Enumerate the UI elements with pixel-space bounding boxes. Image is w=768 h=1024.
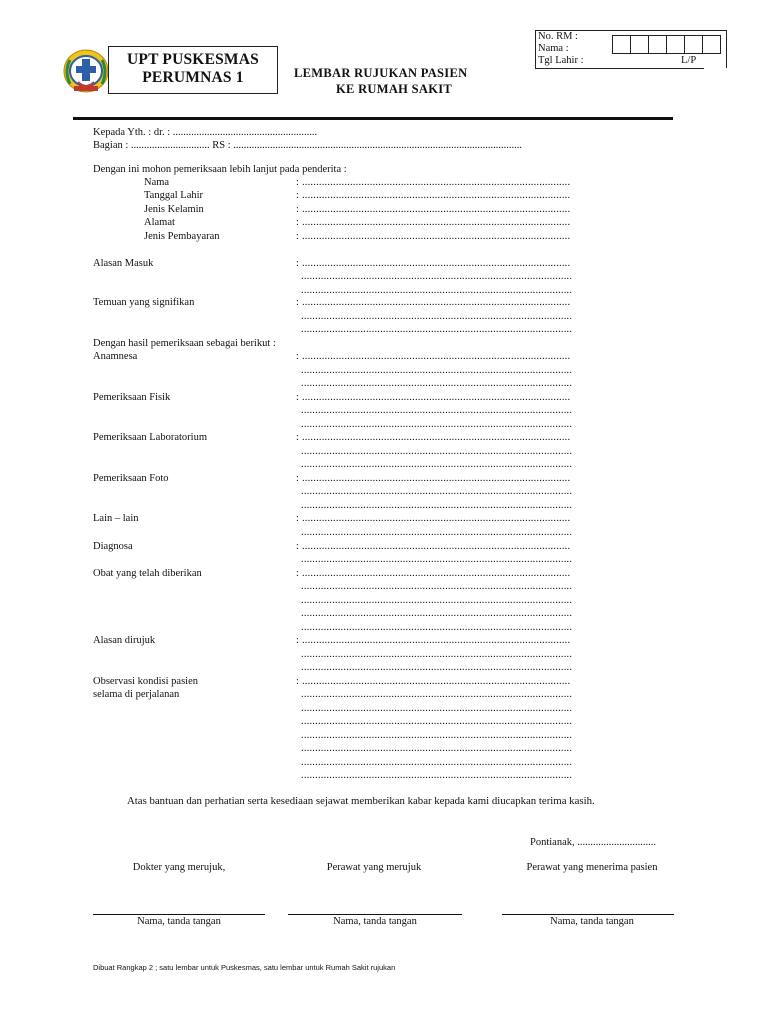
- diagnosa-line[interactable]: ................................................................................................: [301, 554, 573, 565]
- rm-underline: [535, 68, 704, 69]
- field-label-jenis-kelamin: Jenis Kelamin: [144, 204, 204, 215]
- examination-intro-text: Dengan hasil pemeriksaan sebagai berikut :: [93, 338, 276, 349]
- rm-number-cells[interactable]: [613, 35, 721, 54]
- form-title-line2: KE RUMAH SAKIT: [336, 82, 453, 96]
- signature-role-receiving-nurse: Perawat yang menerima pasien: [526, 862, 658, 873]
- rm-cell[interactable]: [666, 35, 685, 54]
- observasi-line[interactable]: ................................................................................................: [301, 730, 573, 741]
- rm-gender-label: L/P: [681, 55, 697, 66]
- field-label-jenis-pembayaran: Jenis Pembayaran: [144, 231, 220, 242]
- pemeriksaan-fisik-line[interactable]: : ...............................................................................................: [296, 392, 571, 403]
- observasi-line[interactable]: ................................................................................................: [301, 757, 573, 768]
- pemeriksaan-foto-line[interactable]: ................................................................................................: [301, 500, 573, 511]
- obat-line[interactable]: ................................................................................................: [301, 622, 573, 633]
- department-hospital-line[interactable]: Bagian : .............................. RS : ..............................................................................................................: [93, 140, 523, 151]
- recipient-doctor-line[interactable]: Kepada Yth. : dr. : .......................................................: [93, 127, 318, 138]
- temuan-line[interactable]: ................................................................................................: [301, 311, 573, 322]
- field-input-jenis-kelamin[interactable]: : ...............................................................................................: [296, 204, 571, 215]
- org-name-box: [108, 46, 278, 94]
- observasi-line[interactable]: ................................................................................................: [301, 703, 573, 714]
- org-name-line1: UPT PUSKESMAS: [127, 51, 259, 68]
- alasan-dirujuk-line[interactable]: ................................................................................................: [301, 662, 573, 673]
- alasan-dirujuk-line[interactable]: : ...............................................................................................: [296, 635, 571, 646]
- section-label-obat: Obat yang telah diberikan: [93, 568, 202, 579]
- section-label-lain-lain: Lain – lain: [93, 513, 139, 524]
- anamnesa-line[interactable]: ................................................................................................: [301, 378, 573, 389]
- section-label-pemeriksaan-fisik: Pemeriksaan Fisik: [93, 392, 171, 403]
- pemeriksaan-lab-line[interactable]: ................................................................................................: [301, 459, 573, 470]
- rm-name-label: Nama :: [538, 43, 569, 54]
- diagnosa-line[interactable]: : ...............................................................................................: [296, 541, 571, 552]
- place-date-line[interactable]: Pontianak, ..............................: [530, 837, 656, 848]
- obat-line[interactable]: ................................................................................................: [301, 581, 573, 592]
- signature-line-receiving-nurse[interactable]: [502, 914, 674, 915]
- section-label-temuan: Temuan yang signifikan: [93, 297, 195, 308]
- rm-cell[interactable]: [702, 35, 721, 54]
- section-label-diagnosa: Diagnosa: [93, 541, 133, 552]
- alasan-dirujuk-line[interactable]: ................................................................................................: [301, 649, 573, 660]
- pemeriksaan-lab-line[interactable]: : ...............................................................................................: [296, 432, 571, 443]
- anamnesa-line[interactable]: ................................................................................................: [301, 365, 573, 376]
- alasan-masuk-line[interactable]: : ...............................................................................................: [296, 258, 571, 269]
- field-input-tanggal-lahir[interactable]: : ...............................................................................................: [296, 190, 571, 201]
- temuan-line[interactable]: ................................................................................................: [301, 324, 573, 335]
- field-input-nama[interactable]: : ...............................................................................................: [296, 177, 571, 188]
- observasi-line[interactable]: ................................................................................................: [301, 743, 573, 754]
- observasi-line[interactable]: ................................................................................................: [301, 770, 573, 781]
- lain-lain-line[interactable]: ................................................................................................: [301, 527, 573, 538]
- header-divider: [73, 117, 673, 120]
- pemeriksaan-lab-line[interactable]: ................................................................................................: [301, 446, 573, 457]
- temuan-line[interactable]: : ...............................................................................................: [296, 297, 571, 308]
- section-label-pemeriksaan-lab: Pemeriksaan Laboratorium: [93, 432, 208, 443]
- observasi-line[interactable]: : ...............................................................................................: [296, 676, 571, 687]
- obat-line[interactable]: ................................................................................................: [301, 608, 573, 619]
- field-label-nama: Nama: [144, 177, 170, 188]
- signature-caption-receiving-nurse: Nama, tanda tangan: [550, 916, 634, 927]
- signature-line-referring-doctor[interactable]: [93, 914, 265, 915]
- section-label-anamnesa: Anamnesa: [93, 351, 138, 362]
- signature-role-referring-nurse: Perawat yang merujuk: [326, 862, 422, 873]
- anamnesa-line[interactable]: : ...............................................................................................: [296, 351, 571, 362]
- rm-cell[interactable]: [612, 35, 631, 54]
- alasan-masuk-line[interactable]: ................................................................................................: [301, 285, 573, 296]
- signature-line-referring-nurse[interactable]: [288, 914, 462, 915]
- section-label-pemeriksaan-foto: Pemeriksaan Foto: [93, 473, 169, 484]
- alasan-masuk-line[interactable]: ................................................................................................: [301, 271, 573, 282]
- header-logo-block: [58, 46, 276, 94]
- pemeriksaan-fisik-line[interactable]: ................................................................................................: [301, 419, 573, 430]
- section-label-observasi-1: Observasi kondisi pasien: [93, 676, 198, 687]
- medical-record-box: [535, 30, 725, 68]
- rm-cell[interactable]: [630, 35, 649, 54]
- form-title-line1: LEMBAR RUJUKAN PASIEN: [294, 66, 468, 80]
- field-label-alamat: Alamat: [144, 217, 175, 228]
- lain-lain-line[interactable]: : ...............................................................................................: [296, 513, 571, 524]
- section-label-alasan-dirujuk: Alasan dirujuk: [93, 635, 156, 646]
- org-name-line2: PERUMNAS 1: [142, 69, 244, 86]
- rm-number-label: No. RM :: [538, 31, 578, 42]
- observasi-line[interactable]: ................................................................................................: [301, 716, 573, 727]
- obat-line[interactable]: : ...............................................................................................: [296, 568, 571, 579]
- puskesmas-logo-icon: [58, 46, 114, 96]
- signature-caption-referring-doctor: Nama, tanda tangan: [137, 916, 221, 927]
- rm-birthdate-label: Tgl Lahir :: [538, 55, 584, 66]
- footer-note: Dibuat Rangkap 2 ; satu lembar untuk Puskesmas, satu lembar untuk Rumah Sakit rujukan: [93, 963, 396, 972]
- intro-text: Dengan ini mohon pemeriksaan lebih lanjut pada penderita :: [93, 164, 347, 175]
- section-label-observasi-2: selama di perjalanan: [93, 689, 180, 700]
- rm-cell[interactable]: [648, 35, 667, 54]
- observasi-line[interactable]: ................................................................................................: [301, 689, 573, 700]
- section-label-alasan-masuk: Alasan Masuk: [93, 258, 154, 269]
- pemeriksaan-fisik-line[interactable]: ................................................................................................: [301, 405, 573, 416]
- signature-caption-referring-nurse: Nama, tanda tangan: [333, 916, 417, 927]
- field-input-jenis-pembayaran[interactable]: : ...............................................................................................: [296, 231, 571, 242]
- signature-role-referring-doctor: Dokter yang merujuk,: [132, 862, 226, 873]
- closing-statement: Atas bantuan dan perhatian serta kesediaan sejawat memberikan kabar kepada kami diucapkan terima kasih.: [127, 795, 595, 807]
- pemeriksaan-foto-line[interactable]: ................................................................................................: [301, 486, 573, 497]
- rm-cell[interactable]: [684, 35, 703, 54]
- pemeriksaan-foto-line[interactable]: : ...............................................................................................: [296, 473, 571, 484]
- obat-line[interactable]: ................................................................................................: [301, 595, 573, 606]
- field-label-tanggal-lahir: Tanggal Lahir: [144, 190, 204, 201]
- field-input-alamat[interactable]: : ...............................................................................................: [296, 217, 571, 228]
